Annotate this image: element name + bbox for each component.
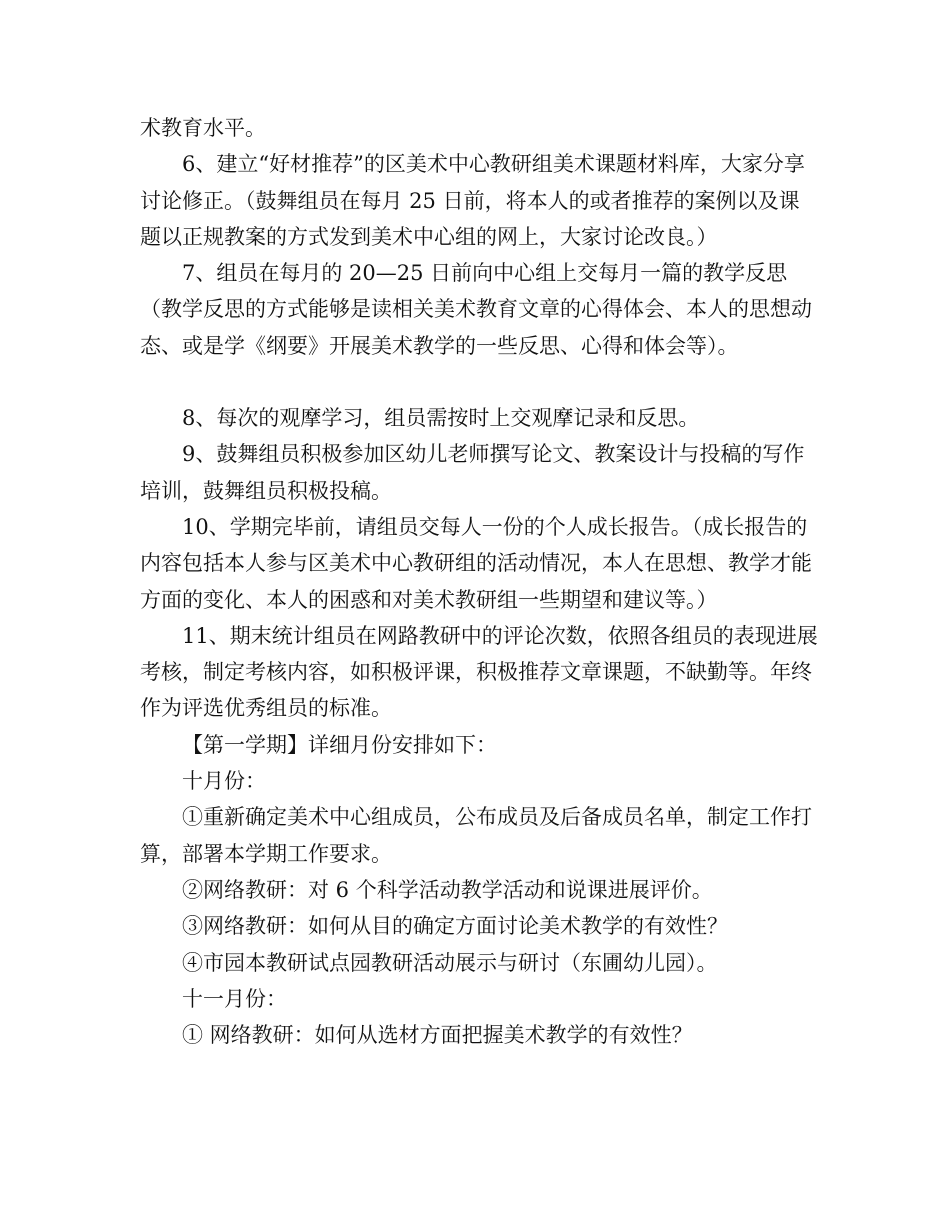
- paragraph-item-11: 11、期末统计组员在网路教研中的评论次数，依照各组员的表现进展考核，制定考核内容，如积极评课，积极推荐文章课题，不缺勤等。年终作为评选优秀组员的标准。: [140, 623, 818, 721]
- november-item-1: ① 网络教研：如何从选材方面把握美术教学的有效性？: [182, 1023, 693, 1048]
- paragraph-item-10: 10、学期完毕前，请组员交每人一份的个人成长报告。（成长报告的内容包括本人参与区美术中心教研组的活动情况，本人在思想、教学才能方面的变化、本人的困惑和对美术教研组一些期望和建议等。）: [140, 514, 812, 612]
- october-item-4: ④市园本教研试点园教研活动展示与研讨（东圃幼儿园）。: [182, 950, 718, 975]
- paragraph-item-6: 6、建立“好材推荐”的区美术中心教研组美术课题材料库，大家分享讨论修正。（鼓舞组员在每月 25 日前，将本人的或者推荐的案例以及课题以正规教案的方式发到美术中心组的网上，大家讨论改良。）: [140, 152, 805, 249]
- month-heading-november: 十一月份：: [182, 986, 287, 1011]
- paragraph-continuation: 术教育水平。: [140, 116, 266, 140]
- october-item-2: ②网络教研：对 6 个科学活动教学活动和说课进展评价。: [182, 877, 713, 902]
- document-body: [140, 110, 820, 1053]
- paragraph-item-9: 9、鼓舞组员积极参加区幼儿老师撰写论文、教案设计与投稿的写作培训，鼓舞组员积极投稿。: [140, 442, 805, 503]
- section-heading-first-semester: 【第一学期】详细月份安排如下：: [182, 732, 497, 757]
- paragraph-item-7: 7、组员在每月的 20—25 日前向中心组上交每月一篇的教学反思（教学反思的方式能够是读相关美术教育文章的心得体会、本人的思想动态、或是学《纲要》开展美术教学的一些反思、心得和体会等）。: [140, 261, 812, 358]
- paragraph-item-8: 8、每次的观摩学习，组员需按时上交观摩记录和反思。: [182, 406, 700, 431]
- month-heading-october: 十月份：: [182, 769, 266, 794]
- october-item-1: ①重新确定美术中心组成员，公布成员及后备成员名单，制定工作打算，部署本学期工作要求。: [140, 805, 812, 866]
- october-item-3: ③网络教研：如何从目的确定方面讨论美术教学的有效性？: [182, 914, 728, 939]
